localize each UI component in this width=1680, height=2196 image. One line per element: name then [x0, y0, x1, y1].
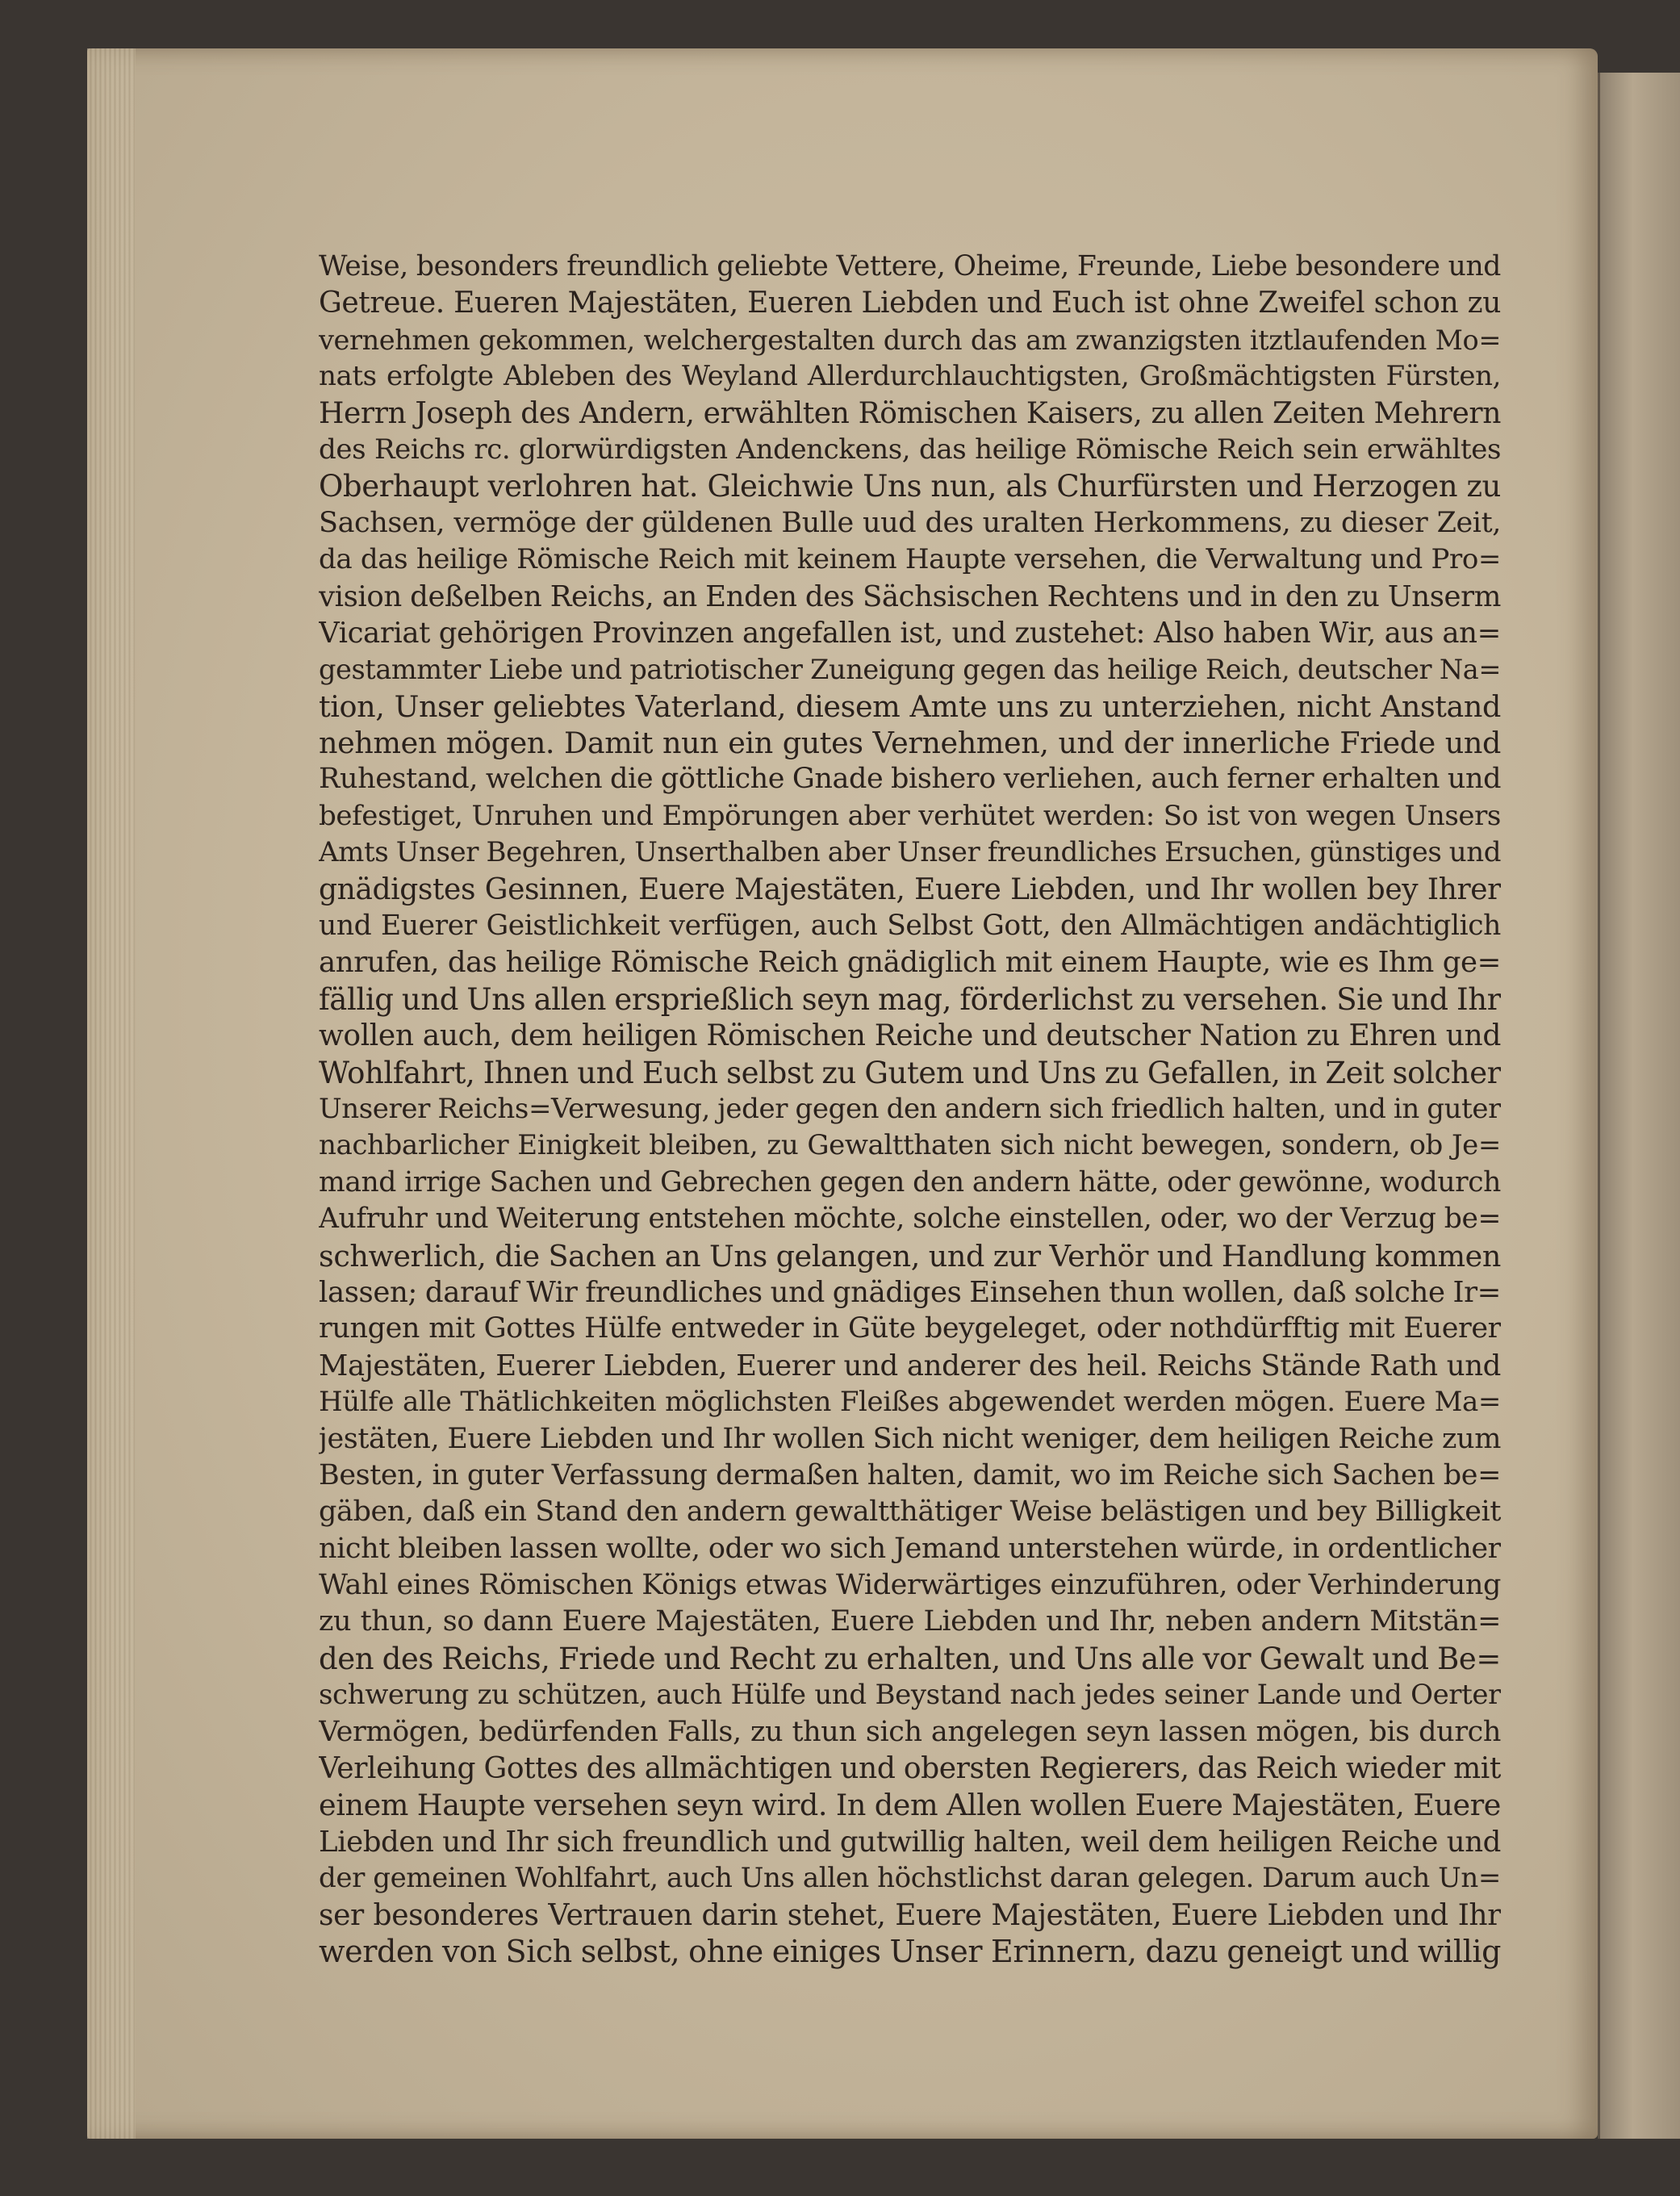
- text-line: und Euerer Geistlichkeit verfügen, auch Selbst Gott, den Allmächtigen andächtiglich: [319, 910, 1501, 943]
- text-line: jestäten, Euere Liebden und Ihr wollen Sich nicht weniger, dem heiligen Reiche zum: [319, 1422, 1501, 1455]
- text-line: zu thun, so dann Euere Majestäten, Euere Liebden und Ihr, neben andern Mitstän=: [319, 1605, 1501, 1638]
- text-line: befestiget, Unruhen und Empörungen aber verhütet werden: So ist von wegen Unsers: [319, 799, 1501, 832]
- text-line: der gemeinen Wohlfahrt, auch Uns allen höchstlichst daran gelegen. Darum auch Un=: [319, 1862, 1501, 1895]
- text-line: gestammter Liebe und patriotischer Zuneigung gegen das heilige Reich, deutscher Na=: [319, 654, 1501, 686]
- text-line: Sachsen, vermöge der güldenen Bulle uud des uralten Herkommens, zu dieser Zeit,: [319, 506, 1501, 539]
- text-line: nachbarlicher Einigkeit bleiben, zu Gewaltthaten sich nicht bewegen, sondern, ob Je=: [319, 1129, 1501, 1162]
- text-line: rungen mit Gottes Hülfe entweder in Güte beygeleget, oder nothdürfftig mit Euerer: [319, 1312, 1501, 1345]
- text-line: Majestäten, Euerer Liebden, Euerer und anderer des heil. Reichs Stände Rath und: [319, 1349, 1501, 1382]
- text-line: nehmen mögen. Damit nun ein gutes Vernehmen, und der innerliche Friede und: [319, 726, 1501, 761]
- text-line: Aufruhr und Weiterung entstehen möchte, solche einstellen, oder, wo der Verzug be=: [319, 1203, 1501, 1236]
- text-line: Herrn Joseph des Andern, erwählten Römischen Kaisers, zu allen Zeiten Mehrern: [319, 396, 1501, 430]
- text-line: Vermögen, bedürfenden Falls, zu thun sich angelegen seyn lassen mögen, bis durch: [319, 1715, 1501, 1748]
- page-leaves-edge: [87, 48, 136, 2139]
- text-line: wollen auch, dem heiligen Römischen Reiche und deutscher Nation zu Ehren und: [319, 1019, 1501, 1053]
- text-line: Besten, in guter Verfassung dermaßen halten, damit, wo im Reiche sich Sachen be=: [319, 1458, 1501, 1491]
- text-line: da das heilige Römische Reich mit keinem Haupte versehen, die Verwaltung und Pro=: [319, 543, 1501, 576]
- text-line: ser besonderes Vertrauen darin stehet, Euere Majestäten, Euere Liebden und Ihr: [319, 1898, 1501, 1932]
- text-line: Verleihung Gottes des allmächtigen und obersten Regierers, das Reich wieder mit: [319, 1752, 1501, 1786]
- text-line: Hülfe alle Thätlichkeiten möglichsten Fleißes abgewendet werden mögen. Euere Ma=: [319, 1386, 1501, 1419]
- text-line: schwerung zu schützen, auch Hülfe und Beystand nach jedes seiner Lande und Oerter: [319, 1679, 1501, 1712]
- adjacent-book-edge: [1598, 73, 1680, 2139]
- text-line: Getreue. Eueren Majestäten, Eueren Liebden und Euch ist ohne Zweifel schon zu: [319, 287, 1501, 320]
- text-line: nats erfolgte Ableben des Weyland Allerdurchlauchtigsten, Großmächtigsten Fürsten,: [319, 360, 1501, 393]
- text-line: Wahl eines Römischen Königs etwas Widerwärtiges einzuführen, oder Verhinderung: [319, 1569, 1501, 1602]
- text-line: vernehmen gekommen, welchergestalten durch das am zwanzigsten itztlaufenden Mo=: [319, 324, 1501, 356]
- text-line: vision deßelben Reichs, an Enden des Sächsischen Rechtens und in den zu Unserm: [319, 579, 1501, 613]
- text-line: lassen; darauf Wir freundliches und gnädiges Einsehen thun wollen, daß solche Ir=: [319, 1275, 1501, 1309]
- text-line: anrufen, das heilige Römische Reich gnädiglich mit einem Haupte, wie es Ihm ge=: [319, 946, 1501, 980]
- text-line: Vicariat gehörigen Provinzen angefallen ist, und zustehet: Also haben Wir, aus an=: [319, 616, 1501, 650]
- text-line: Ruhestand, welchen die göttliche Gnade bishero verliehen, auch ferner erhalten und: [319, 763, 1501, 796]
- text-line: werden von Sich selbst, ohne einiges Unser Erinnern, dazu geneigt und willig: [319, 1933, 1501, 1969]
- body-text-block: [319, 249, 1501, 1969]
- text-line: gäben, daß ein Stand den andern gewaltthätiger Weise belästigen und bey Billigkeit: [319, 1495, 1501, 1529]
- text-line: gnädigstes Gesinnen, Euere Majestäten, Euere Liebden, und Ihr wollen bey Ihrer: [319, 872, 1501, 906]
- text-line: fällig und Uns allen ersprießlich seyn mag, förderlichst zu versehen. Sie und Ihr: [319, 981, 1501, 1017]
- text-line: Oberhaupt verlohren hat. Gleichwie Uns nun, als Churfürsten und Herzogen zu: [319, 469, 1501, 504]
- text-line: Liebden und Ihr sich freundlich und gutwillig halten, weil dem heiligen Reiche und: [319, 1825, 1501, 1859]
- text-line: Unserer Reichs=Verwesung, jeder gegen den andern sich friedlich halten, und in guter: [319, 1092, 1501, 1125]
- text-line: den des Reichs, Friede und Recht zu erhalten, und Uns alle vor Gewalt und Be=: [319, 1641, 1501, 1676]
- text-line: des Reichs rc. glorwürdigsten Andenckens, das heilige Römische Reich sein erwähltes: [319, 433, 1501, 466]
- text-line: nicht bleiben lassen wollte, oder wo sich Jemand unterstehen würde, in ordentlicher: [319, 1532, 1501, 1565]
- text-line: schwerlich, die Sachen an Uns gelangen, und zur Verhör und Handlung kommen: [319, 1238, 1501, 1274]
- text-line: mand irrige Sachen und Gebrechen gegen den andern hätte, oder gewönne, wodurch: [319, 1165, 1501, 1198]
- text-line: einem Haupte versehen seyn wird. In dem Allen wollen Euere Majestäten, Euere: [319, 1788, 1501, 1823]
- text-line: Wohlfahrt, Ihnen und Euch selbst zu Gutem und Uns zu Gefallen, in Zeit solcher: [319, 1055, 1501, 1090]
- text-line: Weise, besonders freundlich geliebte Vettere, Oheime, Freunde, Liebe besondere und: [319, 250, 1501, 282]
- text-line: tion, Unser geliebtes Vaterland, diesem Amte uns zu unterziehen, nicht Anstand: [319, 688, 1501, 724]
- text-line: Amts Unser Begehren, Unserthalben aber Unser freundliches Ersuchen, günstiges und: [319, 836, 1501, 869]
